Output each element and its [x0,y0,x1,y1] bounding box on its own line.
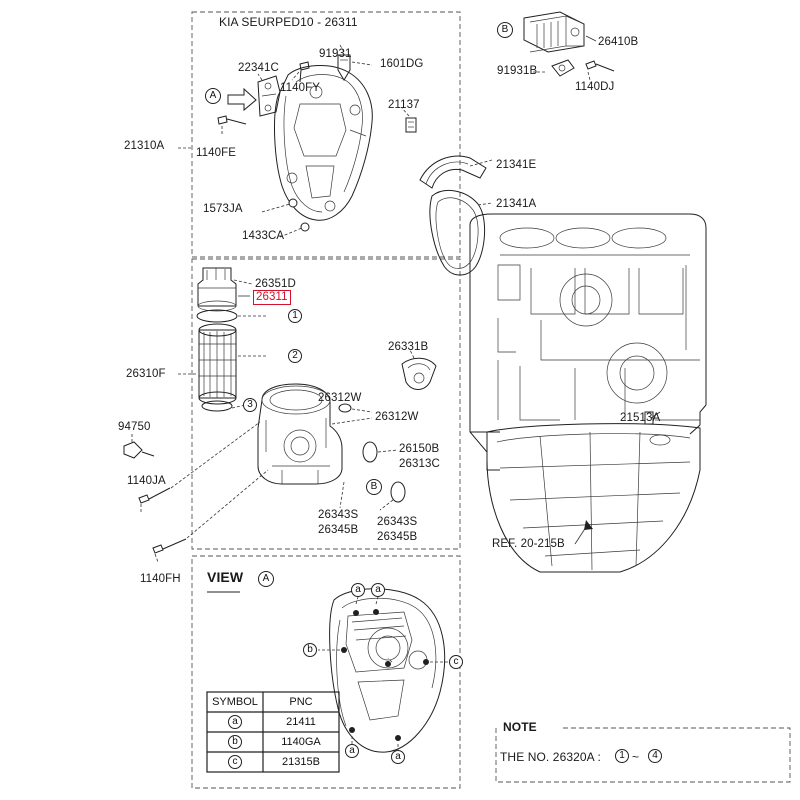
label-26312W-b: 26312W [375,411,419,423]
label-91931: 91931 [319,48,352,60]
label-1433CA: 1433CA [242,230,285,242]
label-21310A: 21310A [124,140,165,152]
label-1140FH: 1140FH [140,573,181,585]
label-26331B: 26331B [388,341,429,353]
label-26343S-a: 26343S [318,509,359,521]
note-label: NOTE [503,720,537,734]
callout-3: 3 [243,398,257,412]
label-21341A: 21341A [496,198,537,210]
table-header-symbol: SYMBOL [212,696,258,708]
callout-b-oilcooler: B [497,22,513,38]
table-row-symbol-b: b [228,735,242,749]
label-26345B-b: 26345B [377,531,418,543]
label-1140FE: 1140FE [196,147,237,159]
label-91931B: 91931B [497,65,538,77]
view-callout-a2: a [371,583,385,597]
label-1140JA: 1140JA [127,475,166,487]
note-range-dash: ~ [632,750,640,764]
diagram-title: KIA SEURPED10 - 26311 [219,15,358,29]
table-row-symbol-c: c [228,755,242,769]
table-header-pnc: PNC [289,696,313,708]
label-26351D: 26351D [255,278,296,290]
label-21513A: 21513A [620,412,661,424]
label-26313C: 26313C [399,458,440,470]
callout-1: 1 [288,309,302,323]
label-ref-20-215b: REF. 20-215B [492,538,565,550]
table-row-symbol-a: a [228,715,242,729]
note-text: THE NO. 26320A : [500,750,601,764]
label-26312W-a: 26312W [318,392,362,404]
label-1140DJ: 1140DJ [575,81,615,93]
label-1573JA: 1573JA [203,203,243,215]
label-21341E: 21341E [496,159,537,171]
view-callout-a4: a [391,750,405,764]
view-marker-a: A [258,571,274,587]
label-26150B: 26150B [399,443,440,455]
table-row-pnc-c: 21315B [282,756,320,768]
label-1140FY: 1140FY [280,82,321,94]
note-range-start: 1 [615,749,629,763]
label-26345B-a: 26345B [318,524,359,536]
view-callout-c: c [449,655,463,669]
note-range-end: 4 [648,749,662,763]
view-callout-a1: a [351,583,365,597]
callout-b-lower: B [366,479,382,495]
view-label: VIEW [207,569,244,585]
label-21137: 21137 [388,99,420,111]
label-26311-highlighted: 26311 [253,290,291,305]
view-callout-a3: a [345,744,359,758]
callout-a-upper: A [205,88,221,104]
label-22341C: 22341C [238,62,279,74]
table-row-pnc-a: 21411 [286,716,316,728]
label-26410B: 26410B [598,36,639,48]
table-row-pnc-b: 1140GA [281,736,321,748]
label-26343S-b: 26343S [377,516,418,528]
label-1601DG: 1601DG [380,58,424,70]
callout-2: 2 [288,349,302,363]
label-26310F: 26310F [126,368,166,380]
label-94750: 94750 [118,421,151,433]
view-callout-b: b [303,643,317,657]
